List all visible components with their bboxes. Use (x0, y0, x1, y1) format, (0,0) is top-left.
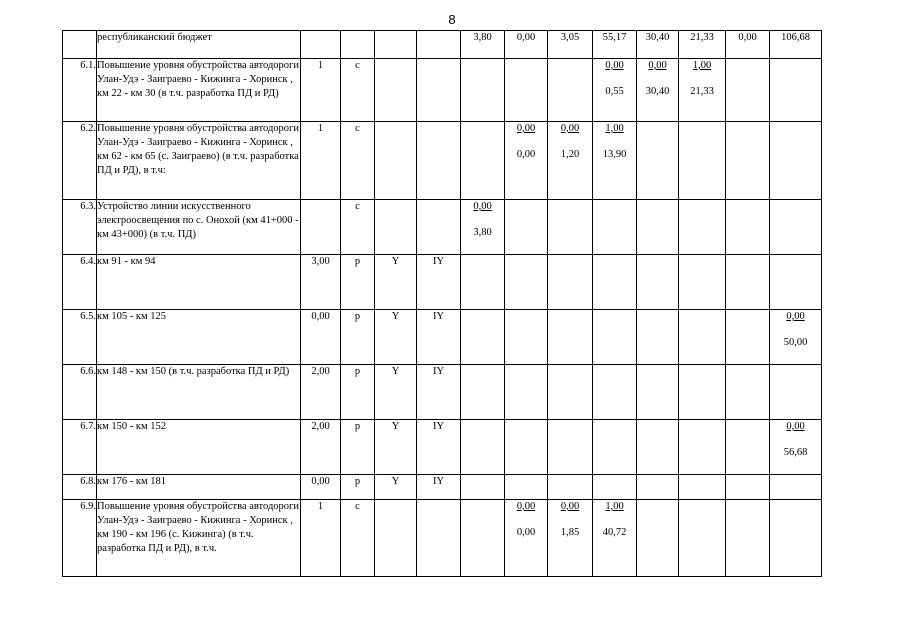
category-cell: Y (375, 310, 417, 365)
type-cell: с (341, 122, 375, 200)
class-cell: IY (417, 255, 461, 310)
table-row (63, 365, 822, 420)
row-number: 6.9. (63, 500, 97, 577)
value-cell (548, 420, 593, 475)
value-cell (417, 31, 461, 59)
table-row (63, 59, 822, 122)
value-cell: 0,00 (726, 31, 770, 59)
row-number: 6.2. (63, 122, 97, 200)
value-cell (770, 59, 822, 122)
table-row (63, 200, 822, 255)
target-value: 1,00 (692, 60, 712, 71)
amount-value: 50,00 (783, 337, 808, 348)
page-number: 8 (448, 12, 456, 27)
category-cell (375, 59, 417, 122)
value-cell (375, 31, 417, 59)
category-cell: Y (375, 365, 417, 420)
amount-value: 40,72 (602, 527, 627, 538)
value-cell (679, 122, 726, 200)
row-number: 6.5. (63, 310, 97, 365)
length-cell: 2,00 (301, 420, 341, 475)
value-cell (593, 200, 637, 255)
value-cell (637, 122, 679, 200)
target-value: 0,00 (473, 201, 492, 212)
value-cell (461, 310, 505, 365)
value-cell (637, 59, 679, 122)
value-cell (593, 500, 637, 577)
value-cell (505, 122, 548, 200)
value-cell (770, 255, 822, 310)
target-value: 0,00 (516, 123, 536, 134)
value-cell (726, 365, 770, 420)
length-cell: 2,00 (301, 365, 341, 420)
row-description: Повышение уровня обустройства автодороги Улан-Удэ - Заиграево - Кижинга - Хоринск , км 22 - км 30 (в т.ч. разработка ПД и РД) (97, 59, 301, 122)
value-cell (679, 200, 726, 255)
class-cell: IY (417, 365, 461, 420)
value-cell: 3,05 (548, 31, 593, 59)
amount-value: 0,00 (516, 149, 536, 160)
value-cell (505, 420, 548, 475)
value-cell (593, 255, 637, 310)
value-cell (726, 420, 770, 475)
type-cell: р (341, 365, 375, 420)
type-cell: р (341, 310, 375, 365)
value-cell: 55,17 (593, 31, 637, 59)
type-cell: с (341, 500, 375, 577)
class-cell: IY (417, 420, 461, 475)
value-cell (461, 420, 505, 475)
class-cell: IY (417, 475, 461, 500)
value-cell (548, 475, 593, 500)
value-cell (505, 255, 548, 310)
class-cell: IY (417, 310, 461, 365)
value-cell (505, 365, 548, 420)
table-row (63, 255, 822, 310)
length-cell: 1 (301, 500, 341, 577)
value-cell (505, 200, 548, 255)
value-cell (679, 310, 726, 365)
class-cell (417, 59, 461, 122)
row-number: 6.3. (63, 200, 97, 255)
value-cell (679, 500, 726, 577)
value-cell (770, 420, 822, 475)
amount-value: 13,90 (602, 149, 627, 160)
row-description: Повышение уровня обустройства автодороги Улан-Удэ - Заиграево - Кижинга - Хоринск , км 62 - км 65 (с. Заиграево) (в т.ч. разработка ПД и РД), в т.ч: (97, 122, 301, 200)
target-value: 0,00 (560, 501, 580, 512)
category-cell (375, 122, 417, 200)
value-cell (679, 255, 726, 310)
row-number-cell (63, 31, 97, 59)
value-cell (726, 500, 770, 577)
value-cell (548, 122, 593, 200)
value-cell: 106,68 (770, 31, 822, 59)
value-cell: 30,40 (637, 31, 679, 59)
value-cell (770, 365, 822, 420)
value-cell (461, 200, 505, 255)
value-cell (679, 420, 726, 475)
type-cell: р (341, 420, 375, 475)
value-cell (593, 365, 637, 420)
target-value: 0,00 (786, 421, 805, 432)
value-cell (548, 59, 593, 122)
amount-value: 1,85 (560, 527, 580, 538)
value-cell (679, 59, 726, 122)
row-description: км 148 - км 150 (в т.ч. разработка ПД и РД) (97, 365, 301, 420)
type-cell: с (341, 59, 375, 122)
length-cell: 3,00 (301, 255, 341, 310)
value-cell (637, 500, 679, 577)
value-cell (461, 59, 505, 122)
length-cell (301, 200, 341, 255)
target-value: 0,00 (605, 60, 624, 71)
type-cell: с (341, 200, 375, 255)
length-cell: 0,00 (301, 310, 341, 365)
category-cell (375, 500, 417, 577)
value-cell (461, 475, 505, 500)
value-cell (770, 200, 822, 255)
amount-value: 0,55 (605, 86, 624, 97)
value-cell (637, 310, 679, 365)
amount-value: 30,40 (645, 86, 670, 97)
value-cell (637, 255, 679, 310)
budget-row (63, 31, 822, 59)
length-cell: 1 (301, 59, 341, 122)
row-description: км 150 - км 152 (97, 420, 301, 475)
amount-value: 21,33 (690, 86, 714, 97)
row-description: Повышение уровня обустройства автодороги Улан-Удэ - Заиграево - Кижинга - Хоринск , км 190 - км 196 (с. Кижинга) (в т.ч. разработка ПД и РД), в т.ч. (97, 500, 301, 577)
class-cell (417, 200, 461, 255)
value-cell (548, 365, 593, 420)
target-value: 1,00 (605, 501, 624, 512)
value-cell (461, 365, 505, 420)
value-cell: 3,80 (461, 31, 505, 59)
row-number: 6.4. (63, 255, 97, 310)
value-cell (548, 500, 593, 577)
value-cell (548, 310, 593, 365)
value-cell (593, 420, 637, 475)
value-cell (505, 310, 548, 365)
category-cell: Y (375, 475, 417, 500)
row-description: км 176 - км 181 (97, 475, 301, 500)
value-cell: 0,00 (505, 31, 548, 59)
type-cell: р (341, 475, 375, 500)
value-cell (770, 122, 822, 200)
value-cell (637, 365, 679, 420)
value-cell (726, 59, 770, 122)
target-value: 0,00 (516, 501, 536, 512)
row-description: Устройство линии искусственного электроосвещения по с. Онохой (км 41+000 - км 43+000) (в т.ч. ПД) (97, 200, 301, 255)
value-cell (341, 31, 375, 59)
table-row (63, 500, 822, 577)
row-description: республиканский бюджет (97, 31, 301, 59)
row-number: 6.8. (63, 475, 97, 500)
table-row (63, 475, 822, 500)
value-cell (505, 475, 548, 500)
value-cell (770, 500, 822, 577)
row-number: 6.7. (63, 420, 97, 475)
value-cell (301, 31, 341, 59)
table-row (63, 122, 822, 200)
table-row (63, 310, 822, 365)
value-cell (593, 310, 637, 365)
value-cell (637, 475, 679, 500)
financing-table (62, 30, 822, 577)
category-cell (375, 200, 417, 255)
class-cell (417, 500, 461, 577)
value-cell (770, 475, 822, 500)
row-description: км 105 - км 125 (97, 310, 301, 365)
target-value: 0,00 (648, 60, 667, 71)
target-value: 0,00 (560, 123, 580, 134)
value-cell (548, 255, 593, 310)
value-cell (679, 475, 726, 500)
value-cell (637, 420, 679, 475)
value-cell (726, 122, 770, 200)
row-description: км 91 - км 94 (97, 255, 301, 310)
value-cell (593, 59, 637, 122)
value-cell (770, 310, 822, 365)
value-cell (505, 500, 548, 577)
value-cell (461, 500, 505, 577)
value-cell (548, 200, 593, 255)
category-cell: Y (375, 420, 417, 475)
length-cell: 0,00 (301, 475, 341, 500)
class-cell (417, 122, 461, 200)
target-value: 1,00 (605, 123, 624, 134)
value-cell (505, 59, 548, 122)
amount-value: 3,80 (473, 227, 492, 238)
value-cell (637, 200, 679, 255)
value-cell (461, 122, 505, 200)
category-cell: Y (375, 255, 417, 310)
value-cell (726, 200, 770, 255)
value-cell (726, 255, 770, 310)
value-cell (726, 475, 770, 500)
value-cell (593, 475, 637, 500)
length-cell: 1 (301, 122, 341, 200)
table-row (63, 420, 822, 475)
type-cell: р (341, 255, 375, 310)
value-cell (726, 310, 770, 365)
row-number: 6.6. (63, 365, 97, 420)
value-cell: 21,33 (679, 31, 726, 59)
amount-value: 1,20 (560, 149, 580, 160)
row-number: 6.1. (63, 59, 97, 122)
target-value: 0,00 (786, 311, 805, 322)
amount-value: 0,00 (516, 527, 536, 538)
value-cell (593, 122, 637, 200)
value-cell (679, 365, 726, 420)
value-cell (461, 255, 505, 310)
amount-value: 56,68 (783, 447, 808, 458)
